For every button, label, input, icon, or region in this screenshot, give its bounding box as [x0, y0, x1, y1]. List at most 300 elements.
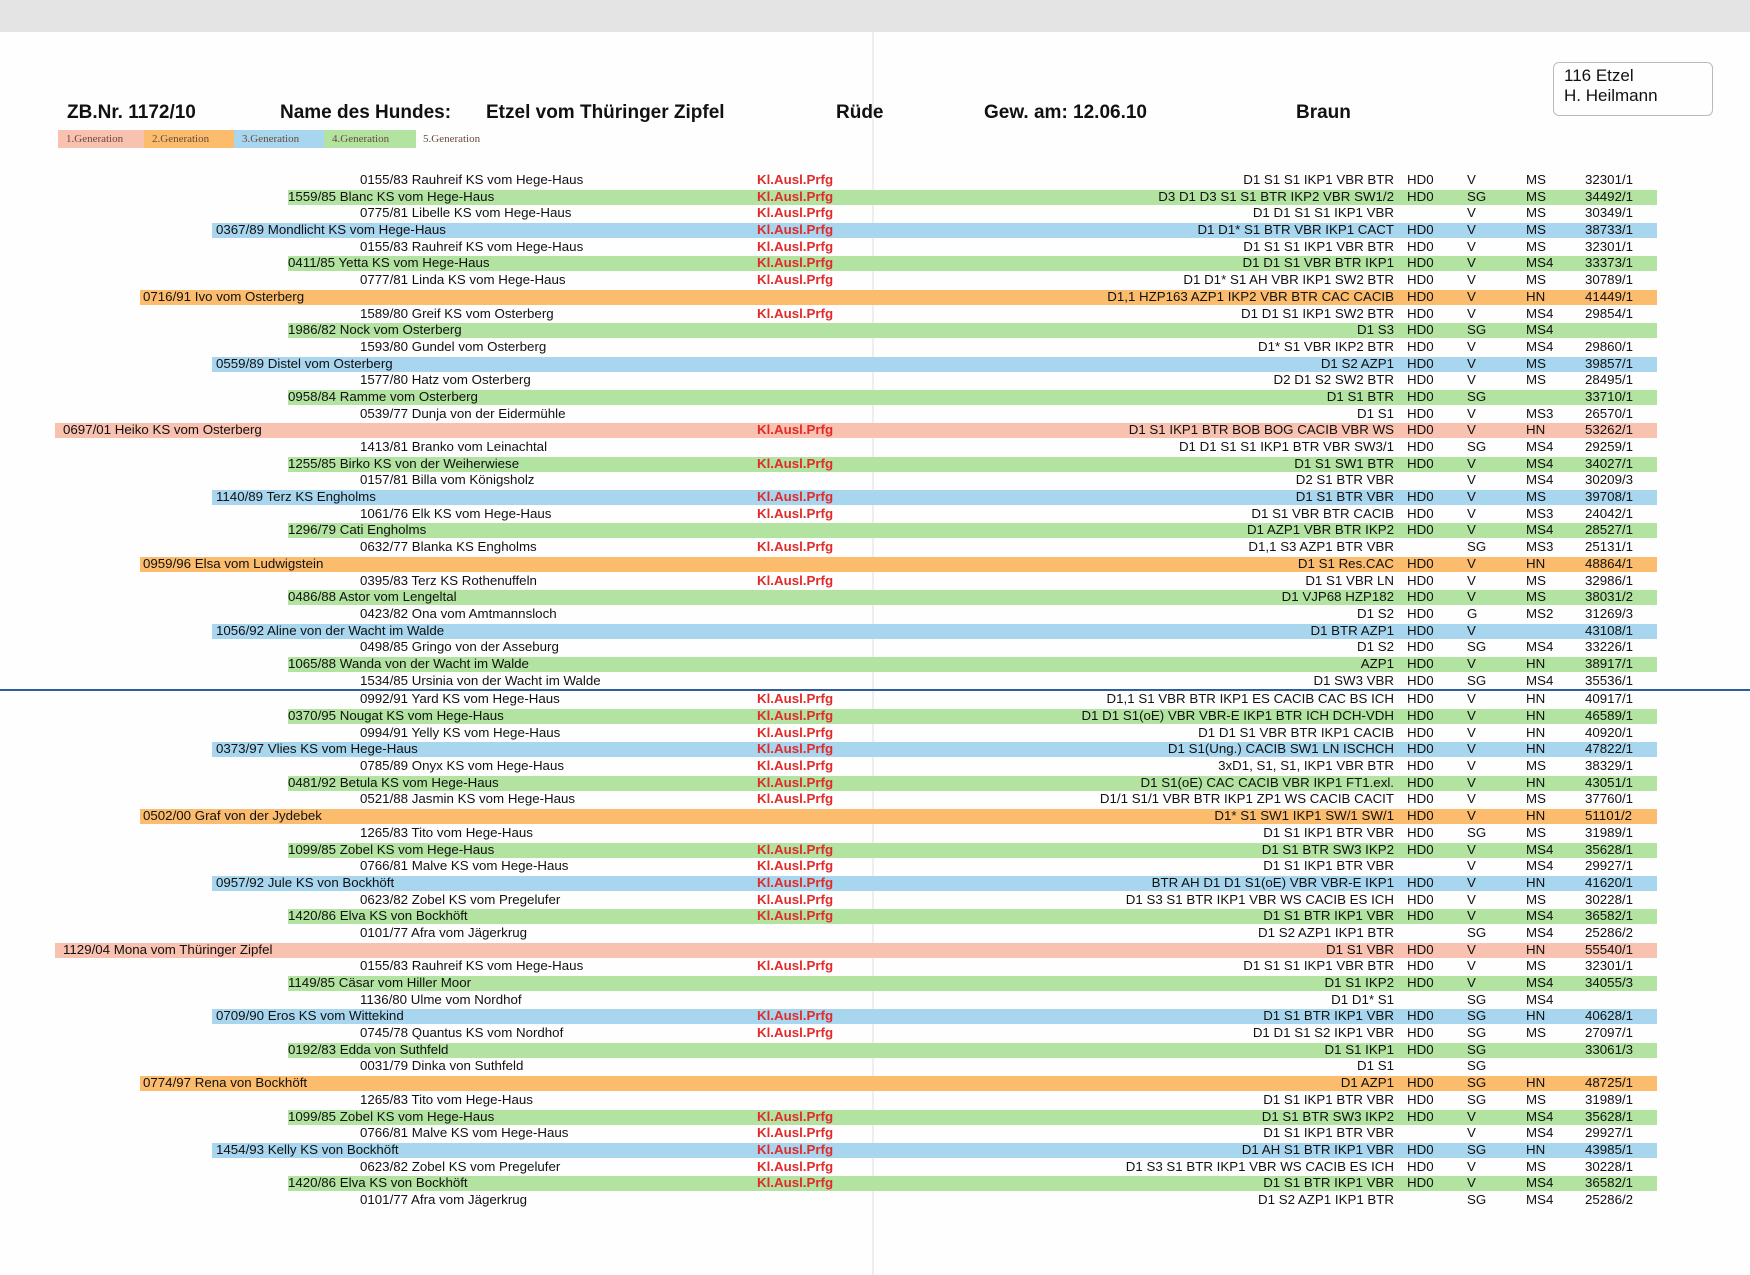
- coat-color: Braun: [1296, 102, 1351, 123]
- sex: Rüde: [836, 102, 884, 123]
- zb-nr: 32301/1: [1585, 958, 1634, 974]
- titles: D2 S1 BTR VBR: [1295, 472, 1394, 488]
- titles: D1 S1 BTR SW3 IKP2: [1261, 1108, 1394, 1124]
- generation-band: [288, 1043, 1657, 1058]
- zb-nr: 26570/1: [1585, 405, 1634, 421]
- titles: D1 S1: [1357, 1058, 1394, 1074]
- kl-ausl-prfg: Kl.Ausl.Prfg: [757, 305, 834, 321]
- hd-value: HD0: [1407, 172, 1434, 187]
- zb-nr: 35536/1: [1585, 672, 1634, 688]
- ms-value: MS4: [1526, 858, 1554, 874]
- zb-nr: 38733/1: [1585, 222, 1634, 238]
- zb-nr: 25286/2: [1585, 924, 1634, 940]
- ancestor-row: [0, 758, 1750, 775]
- titles: D3 D1 D3 S1 S1 BTR IKP2 VBR SW1/2: [1158, 188, 1394, 204]
- form-value: V: [1467, 958, 1476, 974]
- header: [0, 32, 1750, 132]
- ancestor-row: [0, 623, 1750, 640]
- generation-band: [212, 1009, 1657, 1024]
- ancestor-row: [0, 673, 1750, 692]
- generation-band: [212, 876, 1657, 891]
- hd-value: HD0: [1407, 655, 1434, 671]
- form-value: V: [1467, 774, 1476, 790]
- pedigree-rows: [0, 172, 1750, 1209]
- ms-value: MS: [1526, 172, 1546, 187]
- form-value: SG: [1467, 388, 1487, 404]
- ancestor-name: 1136/80 Ulme vom Nordhof: [360, 991, 522, 1007]
- titles: D1 S1 IKP1 BTR VBR: [1263, 858, 1394, 874]
- ancestor-row: [0, 356, 1750, 373]
- hd-value: HD0: [1407, 355, 1434, 371]
- ancestor-row: [0, 506, 1750, 523]
- form-value: SG: [1467, 322, 1487, 338]
- hd-value: HD0: [1407, 422, 1434, 438]
- ancestor-row: [0, 775, 1750, 792]
- form-value: V: [1467, 891, 1476, 907]
- ancestor-row: [0, 222, 1750, 239]
- hd-value: HD0: [1407, 791, 1434, 807]
- form-value: V: [1467, 655, 1476, 671]
- zb-nr: 40917/1: [1585, 691, 1634, 707]
- ancestor-row: [0, 189, 1750, 206]
- titles: D1 D1* S1 BTR VBR IKP1 CACT: [1197, 222, 1394, 238]
- zb-nr: 35628/1: [1585, 841, 1634, 857]
- ancestor-name: 0521/88 Jasmin KS vom Hege-Haus: [360, 791, 576, 807]
- zb-nr: 30349/1: [1585, 205, 1634, 221]
- ancestor-row: [0, 172, 1750, 189]
- form-value: V: [1467, 172, 1476, 187]
- zb-nr: 32986/1: [1585, 572, 1634, 588]
- form-value: SG: [1467, 439, 1487, 454]
- ancestor-row: [0, 825, 1750, 842]
- hd-value: HD0: [1407, 908, 1434, 924]
- ancestor-name: 1454/93 Kelly KS von Bockhöft: [216, 1141, 399, 1157]
- ancestor-name: 0623/82 Zobel KS vom Pregelufer: [360, 1158, 561, 1174]
- ancestor-name: 1265/83 Tito vom Hege-Haus: [360, 824, 533, 840]
- titles: D1 D1 S1(oE) VBR VBR-E IKP1 BTR ICH DCH-VDH: [1081, 708, 1394, 723]
- form-value: SG: [1467, 1191, 1487, 1207]
- generation-band: [288, 909, 1657, 924]
- ancestor-row: [0, 791, 1750, 808]
- kl-ausl-prfg: Kl.Ausl.Prfg: [757, 774, 834, 790]
- form-value: V: [1467, 305, 1476, 321]
- ancestor-name: 0155/83 Rauhreif KS vom Hege-Haus: [360, 958, 584, 974]
- ancestor-name: 1577/80 Hatz vom Osterberg: [360, 372, 531, 388]
- pedigree-sheet: [0, 32, 1750, 1275]
- generation-band: [360, 307, 1657, 322]
- titles: BTR AH D1 D1 S1(oE) VBR VBR-E IKP1: [1151, 874, 1394, 890]
- ms-value: HN: [1526, 1008, 1546, 1024]
- ancestor-name: 0031/79 Dinka von Suthfeld: [360, 1058, 524, 1074]
- zb-nr: 34055/3: [1585, 975, 1634, 990]
- form-value: V: [1467, 522, 1476, 538]
- kl-ausl-prfg: Kl.Ausl.Prfg: [757, 1141, 834, 1157]
- ms-value: MS4: [1526, 924, 1554, 940]
- zb-nr: 53262/1: [1585, 422, 1634, 438]
- ms-value: HN: [1526, 941, 1546, 957]
- form-value: V: [1467, 472, 1476, 488]
- titles: D1 S2: [1357, 639, 1394, 655]
- generation-band: [212, 357, 1657, 372]
- hd-value: HD0: [1407, 691, 1434, 707]
- ancestor-name: 0994/91 Yelly KS vom Hege-Haus: [360, 724, 561, 740]
- ancestor-name: 0395/83 Terz KS Rothenuffeln: [360, 572, 537, 588]
- ms-value: HN: [1526, 422, 1546, 438]
- ancestor-row: [0, 1042, 1750, 1059]
- ms-value: HN: [1526, 808, 1546, 824]
- ancestor-name: 0774/97 Rena von Bockhöft: [143, 1075, 308, 1091]
- ancestor-name: 0192/83 Edda von Suthfeld: [288, 1041, 449, 1057]
- hd-value: HD0: [1407, 439, 1434, 454]
- ms-value: MS: [1526, 222, 1546, 238]
- titles: D1 S1(oE) CAC CACIB VBR IKP1 FT1.exl.: [1140, 774, 1394, 790]
- zb-nr: 31989/1: [1585, 1091, 1634, 1107]
- titles: D1,1 S3 AZP1 BTR VBR: [1248, 539, 1394, 555]
- ancestor-row: [0, 589, 1750, 606]
- titles: D1 S2 AZP1 IKP1 BTR: [1258, 1191, 1394, 1207]
- ancestor-row: [0, 322, 1750, 339]
- ancestor-name: 0367/89 Mondlicht KS vom Hege-Haus: [216, 222, 446, 238]
- legend-gen-3: 3.Generation: [234, 130, 325, 148]
- dog-name: Etzel vom Thüringer Zipfel: [486, 102, 725, 123]
- hd-value: HD0: [1407, 724, 1434, 740]
- ancestor-name: 0502/00 Graf von der Jydebek: [143, 808, 322, 824]
- ancestor-row: [0, 875, 1750, 892]
- ms-value: MS: [1526, 824, 1546, 840]
- form-value: V: [1467, 405, 1476, 421]
- form-value: V: [1467, 908, 1476, 924]
- titles: D1 S1: [1357, 405, 1394, 421]
- ancestor-name: 0498/85 Gringo von der Asseburg: [360, 639, 559, 655]
- hd-value: HD0: [1407, 255, 1434, 271]
- form-value: V: [1467, 808, 1476, 824]
- ancestor-name: 1129/04 Mona vom Thüringer Zipfel: [63, 941, 273, 957]
- ms-value: HN: [1526, 724, 1546, 740]
- ancestor-row: [0, 1092, 1750, 1109]
- ancestor-name: 0716/91 Ivo vom Osterberg: [143, 288, 305, 304]
- ms-value: MS3: [1526, 505, 1554, 521]
- ms-value: MS: [1526, 272, 1546, 288]
- kl-ausl-prfg: Kl.Ausl.Prfg: [757, 539, 834, 555]
- titles: D1 S1 SW1 BTR: [1294, 455, 1394, 471]
- hd-value: HD0: [1407, 288, 1434, 304]
- kl-ausl-prfg: Kl.Ausl.Prfg: [757, 505, 834, 521]
- hd-value: HD0: [1407, 455, 1434, 471]
- zb-nr: 48864/1: [1585, 555, 1634, 571]
- ancestor-row: [0, 842, 1750, 859]
- form-value: V: [1467, 272, 1476, 288]
- ms-value: HN: [1526, 741, 1546, 757]
- ms-value: MS4: [1526, 991, 1554, 1007]
- hd-value: HD0: [1407, 322, 1434, 338]
- generation-band: [360, 1193, 1657, 1208]
- titles: D1 D1 S1 VBR BTR IKP1 CACIB: [1198, 724, 1394, 740]
- ms-value: MS: [1526, 958, 1546, 974]
- ancestor-name: 0766/81 Malve KS vom Hege-Haus: [360, 858, 569, 874]
- hd-value: HD0: [1407, 272, 1434, 288]
- ms-value: MS: [1526, 205, 1546, 221]
- ancestor-row: [0, 489, 1750, 506]
- titles: D1 AZP1: [1340, 1075, 1394, 1091]
- form-value: V: [1467, 422, 1476, 438]
- titles: D1 S1 IKP1 BTR VBR: [1263, 824, 1394, 840]
- form-value: V: [1467, 222, 1476, 238]
- hd-value: HD0: [1407, 808, 1434, 824]
- titles: D1 SW3 VBR: [1313, 672, 1394, 688]
- ancestor-row: [0, 808, 1750, 825]
- form-value: SG: [1467, 1075, 1487, 1091]
- zb-nr: 38917/1: [1585, 655, 1634, 671]
- zb-nr: 37760/1: [1585, 791, 1634, 807]
- kl-ausl-prfg: Kl.Ausl.Prfg: [757, 758, 834, 774]
- zb-nr: 46589/1: [1585, 708, 1634, 723]
- ms-value: MS: [1526, 589, 1546, 605]
- ancestor-name: 0101/77 Afra vom Jägerkrug: [360, 1191, 528, 1207]
- zb-nr: 29854/1: [1585, 305, 1634, 321]
- zb-nr: 33226/1: [1585, 639, 1634, 655]
- form-value: V: [1467, 622, 1476, 638]
- zb-nr: 34027/1: [1585, 455, 1634, 471]
- ms-value: MS4: [1526, 1191, 1554, 1207]
- kl-ausl-prfg: Kl.Ausl.Prfg: [757, 891, 834, 907]
- generation-band: [360, 540, 1657, 555]
- ms-value: MS4: [1526, 1175, 1554, 1191]
- ms-value: MS3: [1526, 539, 1554, 555]
- ancestor-row: [0, 725, 1750, 742]
- zb-nr: 29259/1: [1585, 439, 1634, 454]
- ancestor-name: 1296/79 Cati Engholms: [288, 522, 427, 538]
- hd-value: HD0: [1407, 841, 1434, 857]
- generation-band: [360, 373, 1657, 388]
- ms-value: MS4: [1526, 439, 1554, 454]
- form-value: V: [1467, 791, 1476, 807]
- zb-nr: 33710/1: [1585, 388, 1634, 404]
- zb-nr: 30228/1: [1585, 1158, 1634, 1174]
- hd-value: HD0: [1407, 1075, 1434, 1091]
- hd-value: HD0: [1407, 708, 1434, 723]
- ancestor-name: 1061/76 Elk KS vom Hege-Haus: [360, 505, 552, 521]
- legend-gen-2: 2.Generation: [144, 130, 235, 148]
- zb-nr: 39857/1: [1585, 355, 1634, 371]
- generation-band: [360, 826, 1657, 841]
- titles: D1 S1 BTR SW3 IKP2: [1261, 841, 1394, 857]
- ms-value: MS4: [1526, 841, 1554, 857]
- kl-ausl-prfg: Kl.Ausl.Prfg: [757, 841, 834, 857]
- hd-value: HD0: [1407, 774, 1434, 790]
- zb-nr: 25286/2: [1585, 1191, 1634, 1207]
- ms-value: MS: [1526, 372, 1546, 388]
- kl-ausl-prfg: Kl.Ausl.Prfg: [757, 791, 834, 807]
- ms-value: MS4: [1526, 305, 1554, 321]
- hd-value: HD0: [1407, 238, 1434, 254]
- generation-band: [360, 1059, 1657, 1074]
- kl-ausl-prfg: Kl.Ausl.Prfg: [757, 1175, 834, 1191]
- ancestor-row: [0, 539, 1750, 556]
- hd-value: HD0: [1407, 305, 1434, 321]
- ancestor-name: 1986/82 Nock vom Osterberg: [288, 322, 462, 338]
- titles: D1 S1 VBR BTR CACIB: [1251, 505, 1394, 521]
- zb-nr: 25131/1: [1585, 539, 1634, 555]
- ancestor-name: 1593/80 Gundel vom Osterberg: [360, 338, 547, 354]
- generation-band: [360, 926, 1657, 941]
- hd-value: HD0: [1407, 1091, 1434, 1107]
- titles: D1* S1 VBR IKP2 BTR: [1258, 338, 1394, 354]
- hd-value: HD0: [1407, 1008, 1434, 1024]
- form-value: SG: [1467, 924, 1487, 940]
- ancestor-row: [0, 691, 1750, 708]
- hd-value: HD0: [1407, 1141, 1434, 1157]
- ancestor-row: [0, 958, 1750, 975]
- ancestor-name: 0958/84 Ramme vom Osterberg: [288, 388, 478, 404]
- ancestor-row: [0, 272, 1750, 289]
- ancestor-name: 1559/85 Blanc KS vom Hege-Haus: [288, 188, 495, 204]
- ancestor-row: [0, 1142, 1750, 1159]
- kl-ausl-prfg: Kl.Ausl.Prfg: [757, 724, 834, 740]
- ms-value: MS: [1526, 489, 1546, 505]
- ancestor-row: [0, 422, 1750, 439]
- zb-nr: 29927/1: [1585, 1125, 1634, 1141]
- form-value: SG: [1467, 1041, 1487, 1057]
- ms-value: HN: [1526, 555, 1546, 571]
- ms-value: HN: [1526, 708, 1546, 723]
- ancestor-name: 1255/85 Birko KS von der Weiherwiese: [288, 455, 520, 471]
- ancestor-name: 0539/77 Dunja von der Eidermühle: [360, 405, 566, 421]
- zb-nr: 35628/1: [1585, 1108, 1634, 1124]
- form-value: V: [1467, 1125, 1476, 1141]
- ancestor-name: 0709/90 Eros KS vom Wittekind: [216, 1008, 404, 1024]
- generation-band: [288, 523, 1657, 538]
- form-value: V: [1467, 205, 1476, 221]
- titles: D1 D1 S1 S1 IKP1 VBR: [1252, 205, 1394, 221]
- zb-nr: 55540/1: [1585, 941, 1634, 957]
- titles: D1 S1 IKP2: [1324, 975, 1394, 990]
- kl-ausl-prfg: Kl.Ausl.Prfg: [757, 572, 834, 588]
- zb-nr: 30228/1: [1585, 891, 1634, 907]
- kl-ausl-prfg: Kl.Ausl.Prfg: [757, 958, 834, 974]
- titles: D1 AH S1 BTR IKP1 VBR: [1241, 1141, 1394, 1157]
- zb-nr: 30209/3: [1585, 472, 1634, 488]
- hd-value: HD0: [1407, 824, 1434, 840]
- titles: AZP1: [1360, 655, 1394, 671]
- form-value: V: [1467, 355, 1476, 371]
- form-value: V: [1467, 572, 1476, 588]
- legend-gen-5: 5.Generation: [423, 133, 481, 145]
- titles: D1 VJP68 HZP182: [1281, 589, 1394, 605]
- ancestor-name: 0155/83 Rauhreif KS vom Hege-Haus: [360, 172, 584, 187]
- form-value: V: [1467, 238, 1476, 254]
- titles: D1,1 HZP163 AZP1 IKP2 VBR BTR CAC CACIB: [1107, 288, 1394, 304]
- zb-nr: 31269/3: [1585, 605, 1634, 621]
- ancestor-row: [0, 456, 1750, 473]
- ancestor-row: [0, 406, 1750, 423]
- ms-value: MS: [1526, 355, 1546, 371]
- ms-value: HN: [1526, 655, 1546, 671]
- generation-band: [212, 742, 1657, 757]
- zb-nr: 48725/1: [1585, 1075, 1634, 1091]
- ms-value: MS4: [1526, 1125, 1554, 1141]
- zb-nr: 32301/1: [1585, 238, 1634, 254]
- titles: D1 S1 BTR IKP1 VBR: [1263, 1175, 1394, 1191]
- zb-nr: 29927/1: [1585, 858, 1634, 874]
- hd-value: HD0: [1407, 372, 1434, 388]
- generation-band: [288, 390, 1657, 405]
- kl-ausl-prfg: Kl.Ausl.Prfg: [757, 1025, 834, 1041]
- hd-value: HD0: [1407, 1025, 1434, 1041]
- kl-ausl-prfg: Kl.Ausl.Prfg: [757, 1008, 834, 1024]
- ancestor-row: [0, 472, 1750, 489]
- titles: D1 S1 IKP1: [1324, 1041, 1394, 1057]
- form-value: V: [1467, 1108, 1476, 1124]
- ms-value: MS3: [1526, 405, 1554, 421]
- form-value: V: [1467, 1175, 1476, 1191]
- titles: D1 S3 S1 BTR IKP1 VBR WS CACIB ES ICH: [1125, 1158, 1394, 1174]
- titles: D1 S1 S1 IKP1 VBR BTR: [1243, 238, 1394, 254]
- name-label: Name des Hundes:: [280, 102, 452, 123]
- ancestor-row: [0, 289, 1750, 306]
- ancestor-row: [0, 606, 1750, 623]
- hd-value: HD0: [1407, 941, 1434, 957]
- ms-value: HN: [1526, 1141, 1546, 1157]
- ms-value: MS: [1526, 572, 1546, 588]
- zb-number: ZB.Nr. 1172/10: [67, 102, 196, 123]
- generation-band: [360, 440, 1657, 455]
- titles: D1 S1 IKP1 BTR VBR: [1263, 1125, 1394, 1141]
- titles: D1 S1 S1 IKP1 VBR BTR: [1243, 172, 1394, 187]
- ancestor-name: 1413/81 Branko vom Leinachtal: [360, 439, 548, 454]
- kl-ausl-prfg: Kl.Ausl.Prfg: [757, 908, 834, 924]
- ancestor-row: [0, 372, 1750, 389]
- ms-value: MS4: [1526, 522, 1554, 538]
- ancestor-name: 0481/92 Betula KS vom Hege-Haus: [288, 774, 499, 790]
- hd-value: HD0: [1407, 622, 1434, 638]
- ancestor-name: 0745/78 Quantus KS vom Nordhof: [360, 1025, 564, 1041]
- titles: D1 S1 BTR IKP1 VBR: [1263, 1008, 1394, 1024]
- kl-ausl-prfg: Kl.Ausl.Prfg: [757, 858, 834, 874]
- ancestor-row: [0, 205, 1750, 222]
- ancestor-name: 1149/85 Cäsar vom Hiller Moor: [288, 975, 472, 990]
- ancestor-row: [0, 1175, 1750, 1192]
- hd-value: HD0: [1407, 975, 1434, 990]
- titles: D1 S1 S1 IKP1 VBR BTR: [1243, 958, 1394, 974]
- generation-band: [212, 1143, 1657, 1158]
- ms-value: MS4: [1526, 639, 1554, 655]
- titles: D1 S3: [1357, 322, 1394, 338]
- hd-value: HD0: [1407, 589, 1434, 605]
- form-value: V: [1467, 288, 1476, 304]
- ancestor-row: [0, 389, 1750, 406]
- zb-nr: 43985/1: [1585, 1141, 1634, 1157]
- generation-band: [360, 1093, 1657, 1108]
- ancestor-row: [0, 908, 1750, 925]
- zb-nr: 28495/1: [1585, 372, 1634, 388]
- hd-value: HD0: [1407, 489, 1434, 505]
- kl-ausl-prfg: Kl.Ausl.Prfg: [757, 455, 834, 471]
- ancestor-row: [0, 439, 1750, 456]
- ancestor-row: [0, 639, 1750, 656]
- form-value: V: [1467, 941, 1476, 957]
- ms-value: HN: [1526, 874, 1546, 890]
- zb-nr: 38329/1: [1585, 758, 1634, 774]
- ancestor-name: 1589/80 Greif KS vom Osterberg: [360, 305, 554, 321]
- zb-nr: 29860/1: [1585, 338, 1634, 354]
- form-value: V: [1467, 455, 1476, 471]
- kl-ausl-prfg: Kl.Ausl.Prfg: [757, 874, 834, 890]
- titles: D1/1 S1/1 VBR BTR IKP1 ZP1 WS CACIB CACIT: [1099, 791, 1394, 807]
- legend-gen-1: 1.Generation: [58, 130, 145, 148]
- titles: D1 S1 BTR IKP1 VBR: [1263, 908, 1394, 924]
- zb-nr: 47822/1: [1585, 741, 1634, 757]
- ancestor-name: 1099/85 Zobel KS vom Hege-Haus: [288, 841, 495, 857]
